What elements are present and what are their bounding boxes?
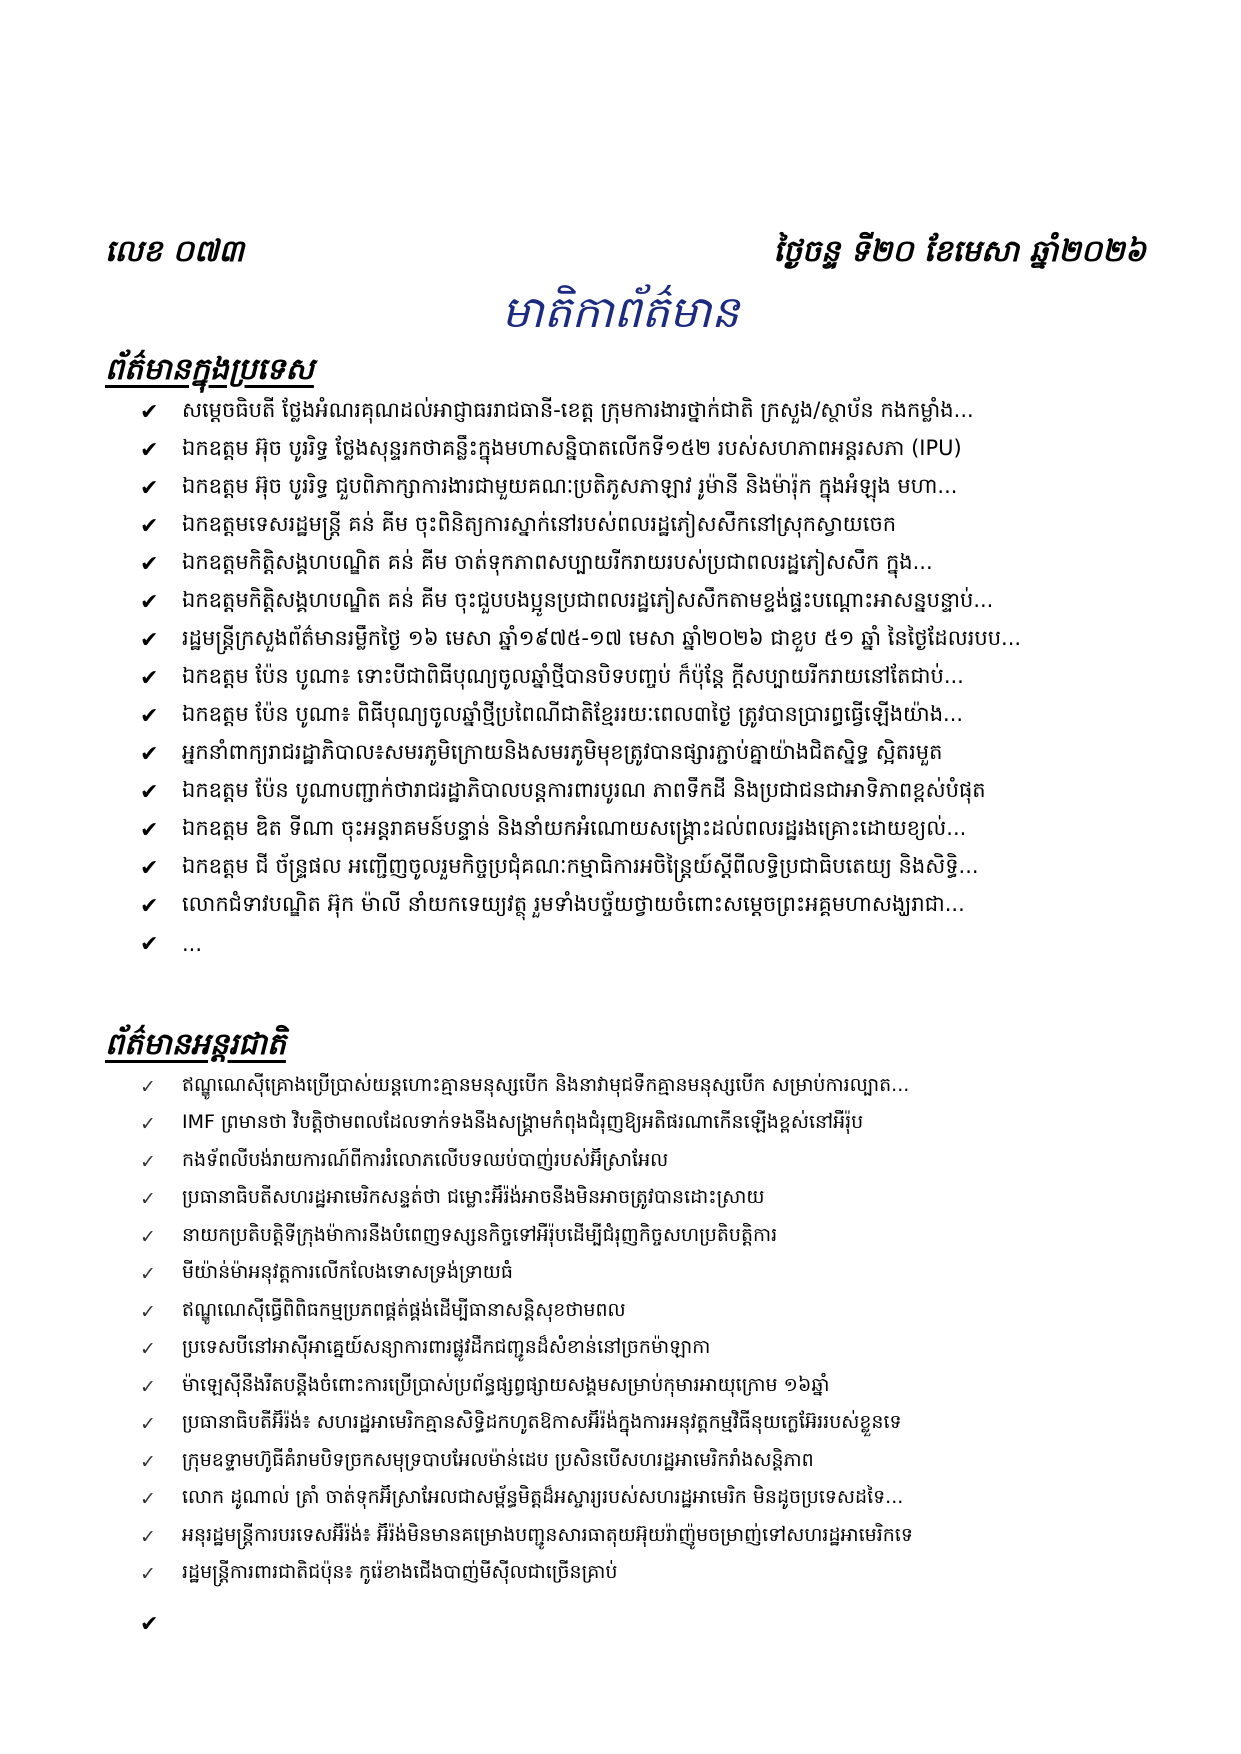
check-icon: ✔ <box>140 399 159 425</box>
domestic-news-item-text: ... <box>182 932 203 956</box>
check-icon: ✓ <box>140 1338 156 1361</box>
international-news-item <box>140 1518 913 1556</box>
domestic-news-item-text: ឯកឧត្តមកិត្តិសង្គហបណ្ឌិត គន់ គីម ចាត់ទុកភាពសប្បាយរីករាយរបស់ប្រជាពលរដ្ឋភៀសសឹក ក្នុង... <box>182 549 933 574</box>
domestic-news-item <box>140 849 1021 887</box>
check-icon: ✓ <box>140 1150 156 1173</box>
international-news-item <box>140 1218 913 1256</box>
international-news-item <box>140 1181 913 1219</box>
domestic-news-item <box>140 925 1021 963</box>
domestic-news-item-text: ឯកឧត្តម អ៊ុច បូររិទ្ធ ជួបពិភាក្សាការងារជាមួយគណៈប្រតិភូសភាឡាវ រូម៉ានី និងម៉ារ៉ុក ក្នុងអំឡុង មហា... <box>182 473 958 498</box>
domestic-news-item <box>140 621 1021 659</box>
international-news-item-text: អនុរដ្ឋមន្ត្រីការបរទេសអ៊ីរ៉ង់៖ អ៊ីរ៉ង់មិនមានគម្រោងបញ្ជូនសារធាតុយអ៊ុយរ៉ាញ៉ូមចម្រាញ់ទៅសហរដ្ឋអាមេរិកទេ <box>182 1523 913 1546</box>
international-news-item <box>140 1256 913 1294</box>
domestic-news-item-text: រដ្ឋមន្ត្រីក្រសួងព័ត៌មានរម្លឹកថ្ងៃ ១៦ មេសា ឆ្នាំ១៩៧៥-១៧ មេសា ឆ្នាំ២០២៦ ជាខួប ៥១ ឆ្នាំ នៃថ្ងៃដែលរបប... <box>182 625 1022 650</box>
check-icon: ✓ <box>140 1563 156 1586</box>
check-icon: ✔ <box>140 741 159 767</box>
international-news-item-text: មីយ៉ាន់ម៉ាអនុវត្តការលើកលែងទោសទ្រង់ទ្រាយធំ <box>182 1261 513 1284</box>
international-news-item-text: ឥណ្ឌូណេស៊ីគ្រោងប្រើប្រាស់យន្តហោះគ្មានមនុស្សបើក និងនាវាមុជទឹកគ្មានមនុស្សបើក សម្រាប់ការល្បាត... <box>182 1073 910 1096</box>
check-icon: ✓ <box>140 1488 156 1511</box>
domestic-news-item-text: លោកជំទាវបណ្ឌិត អ៊ុក ម៉ាលី នាំយកទេយ្យវត្ថុ រួមទាំងបច្ច័យថ្វាយចំពោះសម្តេចព្រះអគ្គមហាសង្ឃរាជា... <box>182 891 965 916</box>
domestic-news-item <box>140 811 1021 849</box>
international-news-item <box>140 1368 913 1406</box>
domestic-news-item <box>140 735 1021 773</box>
domestic-news-item <box>140 545 1021 583</box>
domestic-news-item-text: សម្តេចធិបតី ថ្លែងអំណរគុណដល់អាជ្ញាធររាជធានី-ខេត្ត ក្រុមការងារថ្នាក់ជាតិ ក្រសួង/ស្ថាប័ន កងកម្លាំង... <box>182 397 974 422</box>
domestic-news-item-text: ឯកឧត្តម អ៊ុច បូររិទ្ធ ថ្លែងសុន្ទរកថាគន្លឹះក្នុងមហាសន្និបាតលើកទី១៥២ របស់សហភាពអន្តរសភា (IPU) <box>182 435 962 460</box>
domestic-news-item <box>140 773 1021 811</box>
domestic-news-item-text: អ្នកនាំពាក្យរាជរដ្ឋាភិបាល៖សមរភូមិក្រោយនិងសមរភូមិមុខត្រូវបានផ្សារភ្ជាប់គ្នាយ៉ាងជិតស្និទ្ធ ស្អិតរមួត <box>182 739 943 764</box>
check-icon: ✔ <box>140 437 159 463</box>
check-icon: ✓ <box>140 1375 156 1398</box>
international-news-item <box>140 1556 913 1594</box>
domestic-news-item <box>140 887 1021 925</box>
check-icon: ✔ <box>140 513 159 539</box>
international-news-item-text: លោក ដូណាល់ ត្រាំ ចាត់ទុកអ៊ីស្រាអែលជាសម្ព័ន្ធមិត្តដ៏អស្ចារ្យរបស់សហរដ្ឋអាមេរិក មិនដូចប្រទេសដទៃ... <box>182 1486 904 1509</box>
check-icon: ✔ <box>140 1612 159 1637</box>
issue-date: ថ្ងៃចន្ទ ទី២០ ខែមេសា ឆ្នាំ២០២៦ <box>773 234 1146 269</box>
check-icon: ✔ <box>140 627 159 653</box>
check-icon: ✔ <box>140 855 159 881</box>
international-news-item <box>140 1293 913 1331</box>
domestic-news-item <box>140 507 1021 545</box>
check-icon: ✔ <box>140 817 159 843</box>
domestic-news-item <box>140 469 1021 507</box>
domestic-news-item-text: ឯកឧត្តម ប៉ែន បូណា៖ ពិធីបុណ្យចូលឆ្នាំថ្មីប្រពៃណីជាតិខ្មែររយៈពេល៣ថ្ងៃ ត្រូវបានប្រារព្ធធ្វើឡើងយ៉ាង... <box>182 701 964 726</box>
international-news-item <box>140 1406 913 1444</box>
check-icon: ✓ <box>140 1188 156 1211</box>
international-news-item <box>140 1143 913 1181</box>
domestic-news-item <box>140 697 1021 735</box>
check-icon: ✓ <box>140 1450 156 1473</box>
international-news-item <box>140 1481 913 1519</box>
international-news-item-text: ប្រទេសបីនៅអាស៊ីអាគ្នេយ៍សន្យាការពារផ្លូវដឹកជញ្ជូនដ៏សំខាន់នៅច្រកម៉ាឡាកា <box>182 1336 711 1359</box>
domestic-news-item <box>140 431 1021 469</box>
international-news-item-text: ម៉ាឡេស៊ីនឹងរឹតបន្តឹងចំពោះការប្រើប្រាស់ប្រព័ន្ធផ្សព្វផ្សាយសង្គមសម្រាប់កុមារអាយុក្រោម ១៦ឆ្នាំ <box>182 1373 830 1396</box>
domestic-news-item-text: ឯកឧត្តមទេសរដ្ឋមន្ត្រី គន់ គីម ចុះពិនិត្យការស្នាក់នៅរបស់ពលរដ្ឋភៀសសឹកនៅស្រុកស្វាយចេក <box>182 511 897 536</box>
issue-number: លេខ ០៧៣ <box>105 234 245 269</box>
check-icon: ✔ <box>140 475 159 501</box>
international-heading: ព័ត៌មានអន្តរជាតិ <box>105 1027 286 1062</box>
domestic-news-item-text: ឯកឧត្តមកិត្តិសង្គហបណ្ឌិត គន់ គីម ចុះជួបបងប្អូនប្រជាពលរដ្ឋភៀសសឹកតាមខ្ទង់ផ្ទះបណ្តោះអាសន្នបន្ទាប់... <box>182 587 994 612</box>
international-news-list <box>140 1068 913 1593</box>
international-news-item-text: ប្រធានាធិបតីអ៊ីរ៉ង់៖ សហរដ្ឋអាមេរិកគ្មានសិទ្ធិដកហូតឱកាសអ៊ីរ៉ង់ក្នុងការអនុវត្តកម្មវិធីនុយក្លេអ៊ែររបស់ខ្លួនទេ <box>182 1411 902 1434</box>
international-news-item-text: ប្រធានាធិបតីសហរដ្ឋអាមេរិកសន្ទត់ថា ជម្លោះអ៊ីរ៉ង់អាចនឹងមិនអាចត្រូវបានដោះស្រាយ <box>182 1186 765 1209</box>
international-news-item-text: ឥណ្ឌូណេស៊ីធ្វើពិពិធកម្មប្រភពផ្គត់ផ្គង់ដើម្បីធានាសន្តិសុខថាមពល <box>182 1298 626 1321</box>
domestic-news-item-text: ឯកឧត្តម ជី ច័ន្ទ្រផល អញ្ជើញចូលរួមកិច្ចប្រជុំគណៈកម្មាធិការអចិន្ត្រៃយ៍ស្តីពីលទ្ធិប្រជាធិបតេយ្យ និងសិទ្ធិ... <box>182 853 979 878</box>
international-news-item-text: IMF ព្រមានថា វិបត្តិថាមពលដែលទាក់ទងនឹងសង្គ្រាមកំពុងជំរុញឱ្យអតិផរណាកើនឡើងខ្ពស់នៅអឺរ៉ុប <box>182 1111 864 1134</box>
page-title: មាតិកាព័ត៌មាន <box>501 287 740 338</box>
check-icon: ✓ <box>140 1525 156 1548</box>
international-news-item-text: រដ្ឋមន្ត្រីការពារជាតិជប៉ុន៖ កូរ៉េខាងជើងបាញ់មីស៊ីលជាច្រើនគ្រាប់ <box>182 1561 618 1584</box>
check-icon: ✔ <box>140 665 159 691</box>
domestic-news-item <box>140 659 1021 697</box>
international-news-item-text: នាយកប្រតិបត្តិទីក្រុងម៉ាការនឹងបំពេញទស្សនកិច្ចទៅអឺរ៉ុបដើម្បីជំរុញកិច្ចសហប្រតិបត្តិការ <box>182 1223 778 1246</box>
domestic-news-item-text: ឯកឧត្តម ប៉ែន បូណាបញ្ជាក់ថារាជរដ្ឋាភិបាលបន្តការពារបូរណ ភាពទឹកដី និងប្រជាជនជាអាទិភាពខ្ពស់បំផុត <box>182 777 986 802</box>
international-news-item <box>140 1068 913 1106</box>
international-news-item <box>140 1106 913 1144</box>
domestic-news-item-text: ឯកឧត្តម ឌិត ទីណា ចុះអន្តរាគមន៍បន្ទាន់ និងនាំយកអំណោយសង្គ្រោះដល់ពលរដ្ឋរងគ្រោះដោយខ្យល់... <box>182 815 967 840</box>
international-news-item <box>140 1331 913 1369</box>
check-icon: ✓ <box>140 1113 156 1136</box>
international-news-item-text: ក្រុមឧទ្ទាមហ៊ូធីគំរាមបិទច្រកសមុទ្របាបអែលម៉ាន់ដេប ប្រសិនបើសហរដ្ឋអាមេរិករាំងសន្តិភាព <box>182 1448 814 1471</box>
check-icon: ✔ <box>140 703 159 729</box>
check-icon: ✓ <box>140 1300 156 1323</box>
international-news-item <box>140 1443 913 1481</box>
check-icon: ✓ <box>140 1225 156 1248</box>
domestic-news-item-text: ឯកឧត្តម ប៉ែន បូណា៖ ទោះបីជាពិធីបុណ្យចូលឆ្នាំថ្មីបានបិទបញ្ចប់ ក៏ប៉ុន្តែ ក្តីសប្បាយរីករាយនៅតែជាប់... <box>182 663 964 688</box>
check-icon: ✔ <box>140 931 159 957</box>
check-icon: ✓ <box>140 1413 156 1436</box>
domestic-heading: ព័ត៌មានក្នុងប្រទេស <box>105 352 314 387</box>
check-icon: ✔ <box>140 589 159 615</box>
check-icon: ✔ <box>140 551 159 577</box>
domestic-news-list <box>140 393 1021 963</box>
check-icon: ✔ <box>140 779 159 805</box>
domestic-news-item <box>140 583 1021 621</box>
check-icon: ✓ <box>140 1263 156 1286</box>
check-icon: ✓ <box>140 1075 156 1098</box>
international-news-item-text: កងទ័ពលីបង់រាយការណ៍ពីការរំលោភលើបទឈប់បាញ់របស់អ៊ីស្រាអែល <box>182 1148 669 1171</box>
check-icon: ✔ <box>140 893 159 919</box>
domestic-news-item <box>140 393 1021 431</box>
